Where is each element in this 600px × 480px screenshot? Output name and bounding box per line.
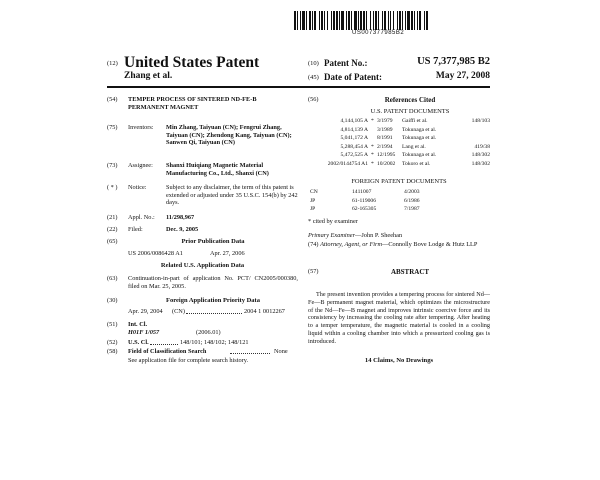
- us-doc-number: 4,814,139 A: [340, 126, 368, 133]
- examiner-name: —John P. Sheehan: [355, 232, 403, 239]
- priority-date: Apr. 29, 2004: [128, 308, 163, 315]
- us-doc-inventor: Tokunaga et al.: [402, 126, 437, 133]
- patent-date: May 27, 2008: [435, 71, 490, 81]
- us-doc-star: *: [371, 152, 374, 159]
- us-doc-star: *: [371, 161, 374, 167]
- notice-label: Notice:: [128, 184, 147, 191]
- foreign-doc-number: 1411007: [352, 189, 372, 195]
- inid-code-54: (54): [107, 96, 118, 103]
- abstract-text: The present invention provides a tempering process for sintered Nd—Fe—B permanent magnet material, which optimizes the microstructure of the Nd—Fe—B magnet and improves intrinsic coercive force and its consistency by increasing the cooling rate after tempering. After heating to a temper temperature, the magnetic material is cooled in a cooling liquid within a cooling chamber into which a pressurized cooling gas is introduced.: [308, 291, 490, 345]
- cited-note: * cited by examiner: [308, 218, 358, 225]
- date-label: Date of Patent:: [324, 72, 382, 82]
- barcode: [294, 11, 490, 30]
- foreign-docs-heading: FOREIGN PATENT DOCUMENTS: [351, 178, 447, 185]
- prior-pub-heading: Prior Publication Data: [181, 238, 245, 245]
- barcode-bar: [428, 11, 429, 30]
- foreign-doc-date: 7/1987: [404, 206, 420, 213]
- patent-type-title: United States Patent: [124, 54, 260, 71]
- us-doc-inventor: Tokoro et al.: [402, 161, 431, 167]
- field-search-value: None: [274, 348, 288, 355]
- us-doc-number: 2002/0144754 A1: [327, 161, 368, 167]
- leader-dots: [186, 313, 242, 314]
- us-doc-star: *: [371, 143, 374, 150]
- assignee-label: Assignee:: [128, 162, 153, 169]
- int-cl-class: H01F 1/057: [128, 329, 160, 336]
- inid-code-12: (12): [107, 60, 118, 67]
- foreign-doc-number: 61-119006: [352, 197, 377, 204]
- foreign-doc-date: 6/1986: [404, 197, 420, 204]
- foreign-doc-number: 62-165305: [352, 206, 377, 213]
- header-rule: [107, 86, 490, 88]
- attorney-name: —Connolly Bove Lodge & Hutz LLP: [382, 241, 478, 248]
- examiner-line: [308, 232, 490, 240]
- inid-code-57: (57): [308, 268, 319, 275]
- examiner-label: Primary Examiner: [308, 232, 356, 239]
- inid-code-21: (21): [107, 214, 118, 221]
- us-cl-text: 148/101; 148/102; 148/121: [180, 339, 249, 346]
- inid-code-45: (45): [308, 74, 319, 81]
- leader-dots: [150, 344, 178, 345]
- prior-pub-number: US 2006/0086428 A1: [128, 250, 183, 257]
- appl-no-label: Appl. No.:: [128, 214, 155, 221]
- us-doc-date: 10/2002: [377, 161, 396, 167]
- int-cl-label: Int. Cl.: [128, 321, 148, 328]
- inventor-short: Zhang et al.: [124, 71, 173, 81]
- us-docs-heading: U.S. PATENT DOCUMENTS: [370, 108, 450, 115]
- int-cl-year: (2006.01): [196, 329, 221, 336]
- notice-text: Subject to any disclaimer, the term of this patent is extended or adjusted under 35 U.S.C. 154(b) by 242 days.: [166, 184, 298, 207]
- continuation-text: Continuation-in-part of application No. PCT/ CN2005/000380, filed on Mar. 25, 2005.: [128, 275, 298, 290]
- us-doc-date: 3/1989: [377, 126, 393, 133]
- prior-pub-date: Apr. 27, 2006: [210, 250, 245, 257]
- us-doc-inventor: Tokunaga et al.: [402, 135, 437, 142]
- inid-code-22: (22): [107, 226, 118, 233]
- inid-code-56: (56): [308, 96, 319, 103]
- inid-code-74: (74): [308, 241, 319, 248]
- us-cl-label: U.S. Cl.: [128, 339, 149, 346]
- us-doc-date: 12/1995: [377, 152, 396, 159]
- attorney-label: Attorney, Agent, or Firm: [320, 241, 383, 248]
- barcode-number: US007377985B2: [352, 30, 405, 36]
- us-doc-class: 148/302: [471, 152, 490, 159]
- priority-number: 2004 1 0012267: [244, 308, 285, 315]
- inid-code-30: (30): [107, 297, 118, 304]
- claims-summary: 14 Claims, No Drawings: [364, 357, 434, 364]
- inid-code-65: (65): [107, 238, 118, 245]
- us-doc-date: 2/1994: [377, 143, 393, 150]
- us-doc-class: 148/103: [471, 118, 490, 124]
- abstract-heading: ABSTRACT: [390, 268, 430, 276]
- inid-code-51: (51): [107, 321, 118, 328]
- leader-dots: [230, 353, 270, 354]
- us-doc-inventor: Gaiffi et al.: [402, 118, 428, 124]
- foreign-doc-country: JP: [310, 197, 316, 204]
- us-doc-number: 5,041,172 A: [340, 135, 368, 142]
- inid-code-10: (10): [308, 60, 319, 67]
- priority-country: (CN): [172, 308, 185, 315]
- filed-label: Filed:: [128, 226, 143, 233]
- us-doc-date: 3/1979: [377, 118, 393, 124]
- inid-code-75: (75): [107, 124, 118, 131]
- field-search-note: See application file for complete search history.: [128, 357, 249, 364]
- related-app-heading: Related U.S. Application Data: [160, 262, 245, 269]
- us-doc-number: 5,288,454 A: [340, 143, 368, 150]
- foreign-priority-heading: Foreign Application Priority Data: [166, 297, 260, 304]
- foreign-doc-date: 4/2003: [404, 189, 420, 195]
- us-doc-inventor: Lang et al.: [402, 143, 426, 150]
- us-doc-inventor: Tokunaga et al.: [402, 152, 437, 159]
- invention-title: TEMPER PROCESS OF SINTERED ND-FE-B PERMANENT MAGNET: [128, 96, 257, 111]
- appl-no: 11/298,967: [166, 214, 195, 221]
- attorney-line: [308, 241, 490, 249]
- inid-code-58: (58): [107, 348, 118, 355]
- inid-code-52: (52): [107, 339, 118, 346]
- patent-no-label: Patent No.:: [324, 58, 368, 68]
- references-heading: References Cited: [384, 96, 436, 104]
- us-doc-class: 419/38: [474, 143, 490, 150]
- us-doc-date: 8/1991: [377, 135, 393, 142]
- foreign-doc-country: JP: [310, 206, 316, 213]
- inventors-label: Inventors:: [128, 124, 154, 131]
- us-doc-number: 4,144,105 A: [340, 118, 368, 124]
- us-doc-class: 148/302: [471, 161, 490, 167]
- inid-code-63: (63): [107, 275, 118, 282]
- inid-code-73: (73): [107, 162, 118, 169]
- us-doc-star: *: [371, 118, 374, 124]
- field-search-label: Field of Classification Search: [128, 348, 207, 355]
- inid-code-notice: ( * ): [107, 184, 118, 191]
- patent-number: US 7,377,985 B2: [417, 56, 490, 67]
- us-doc-number: 5,472,525 A: [340, 152, 368, 159]
- foreign-doc-country: CN: [310, 189, 318, 195]
- inventors-text: Min Zhang, Taiyuan (CN); Fengrui Zhang, Taiyuan (CN); Zhendong Kang, Taiyuan (CN); Sanwen Qi, Taiyuan (CN): [166, 124, 292, 147]
- assignee-text: Shanxi Huiqiang Magnetic Material Manufacturing Co., Ltd., Shanxi (CN): [166, 162, 269, 177]
- filed-date: Dec. 9, 2005: [166, 226, 199, 233]
